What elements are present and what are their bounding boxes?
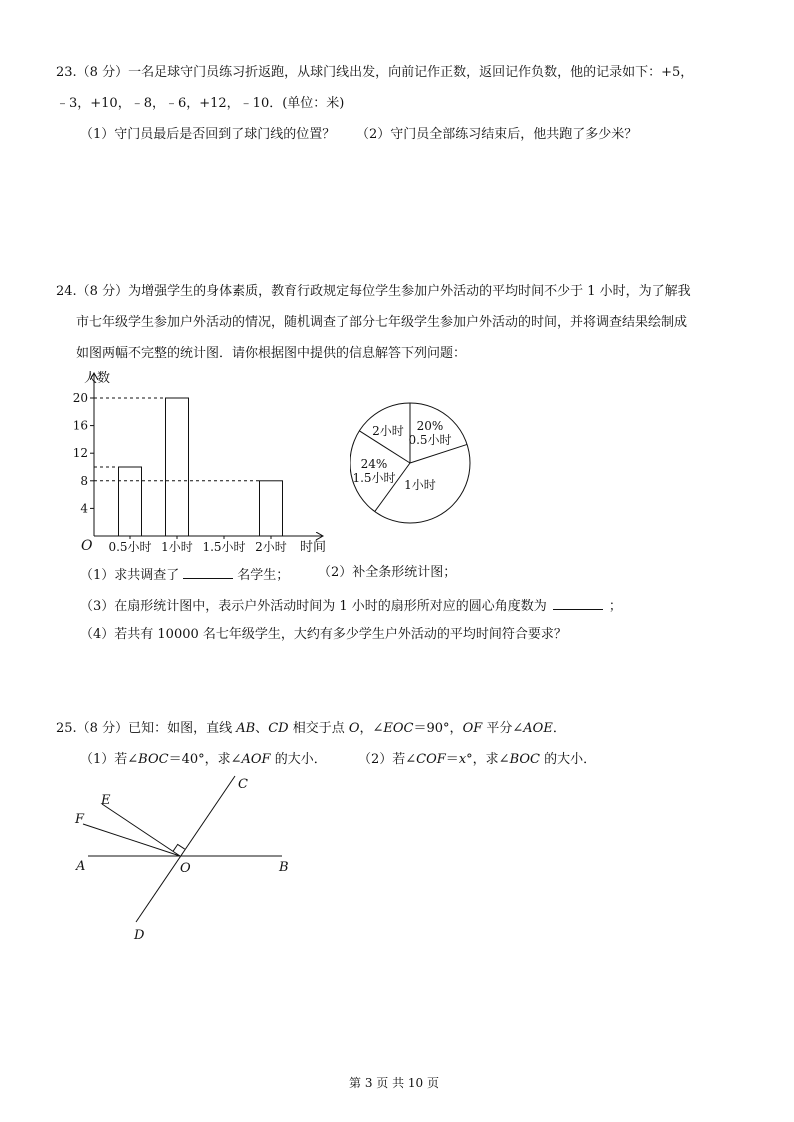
q25-sub2 [358,753,596,766]
text: BOC [509,752,540,767]
text: OF [462,721,483,736]
q24-sub4: （4）若共有 10000 名七年级学生，大约有多少学生户外活动的平均时间符合要求？ [80,627,567,642]
text: （2）若∠ [358,752,417,767]
chart-axes [73,374,322,539]
label-f: F [75,812,85,827]
y-tick-label-8: 8 [80,473,88,488]
y-tick-label-16: 16 [72,418,88,433]
ray-of [83,824,180,856]
y-tick-label-12: 12 [72,446,88,461]
chart-xlabel: 时间 [300,540,327,555]
label-c: C [238,777,248,792]
text: 的大小． [539,752,597,767]
ray-oe [102,804,180,856]
text: BOC [138,752,169,767]
page-footer: 第 3 页 共 10 页 [349,1076,439,1090]
text: 相交于点 [288,721,349,736]
q24-sub1-end: 名学生； [237,568,290,583]
bar-1 [166,398,189,536]
text: ＝ [445,752,459,767]
text: AB [236,721,256,736]
x-tick-label-3: 2小时 [255,540,287,554]
text: （1）若∠ [80,752,139,767]
label-o: O [180,861,191,876]
text: O [348,721,360,736]
right-angle-mark [173,844,185,851]
q23-sub1: （1）守门员最后是否回到了球门线的位置？ [80,127,336,142]
pie-sublabel-2: 1.5小时 [352,471,396,485]
x-tick-label-2: 1.5小时 [202,540,246,554]
q24-line2: 市七年级学生参加户外活动的情况，随机调查了部分七年级学生参加户外活动的时间，并将调查结果绘制成 [76,315,688,330]
chart-ylabel: 人数 [84,371,111,386]
q24-sub3-end: ； [608,599,622,614]
pie-chart [350,398,480,528]
text: °，求∠ [466,752,510,767]
q24-sub3-text: （3）在扇形统计图中，表示户外活动时间为 1 小时的扇形所对应的圆心角度数为 [80,599,547,614]
y-tick-label-4: 4 [80,501,88,516]
q23-line2: ﹣3，+10，﹣8，﹣6，+12，﹣10．(单位：米) [56,96,345,111]
q24-line1: 24.（8 分）为增强学生的身体素质，教育行政规定每位学生参加户外活动的平均时间不少于 1 小时，为了解我 [56,284,691,299]
text: EOC [383,721,414,736]
label-d: D [134,928,145,943]
label-b: B [279,860,289,875]
text: 平分∠ [482,721,524,736]
label-e: E [101,793,111,808]
y-tick-label-20: 20 [72,391,88,405]
pie-label-3: 2小时 [372,424,404,438]
text: 的大小． [270,752,327,767]
q24-sub1 [80,566,289,582]
bar-chart [60,362,340,562]
chart-origin-label: O [81,538,93,554]
geometry-figure [70,770,310,950]
text: x [458,752,467,767]
text: ＝90°， [413,721,463,736]
bar-0 [119,467,142,536]
x-tick-label-0: 0.5小时 [108,540,152,554]
chart-marks [94,398,287,554]
text: AOE [523,721,553,736]
bar-3 [260,481,283,536]
text: COF [416,752,446,767]
label-a: A [76,859,86,874]
pie-label-2: 24% [360,457,388,471]
text: CD [268,721,289,736]
q25-line1 [56,722,566,735]
x-tick-label-1: 1小时 [161,540,193,554]
q24-sub3 [80,597,622,613]
text: 25.（8 分）已知：如图，直线 [56,721,237,736]
q25-sub1 [80,753,327,766]
q23-line1: 23.（8 分）一名足球守门员练习折返跑，从球门线出发，向前记作正数，返回记作负数，他的记录如下：+5， [56,65,694,80]
pie-label-0: 20% [416,419,444,433]
q24-line3: 如图两幅不完整的统计图．请你根据图中提供的信息解答下列问题： [76,346,467,361]
pie-label-1: 1小时 [404,478,436,492]
line-cd [136,776,235,922]
text: ＝40°，求∠ [168,752,242,767]
text: AOF [241,752,271,767]
text: ，∠ [359,721,384,736]
q24-sub1-text: （1）求共调查了 [80,568,180,583]
answer-blank-count[interactable] [183,566,233,579]
q23-sub2: （2）守门员全部练习结束后，他共跑了多少米？ [356,127,638,142]
q24-sub2: （2）补全条形统计图； [318,565,457,580]
text: 、 [255,721,269,736]
answer-blank-angle[interactable] [553,597,603,610]
text: ． [552,721,566,736]
pie-sublabel-0: 0.5小时 [408,433,452,447]
